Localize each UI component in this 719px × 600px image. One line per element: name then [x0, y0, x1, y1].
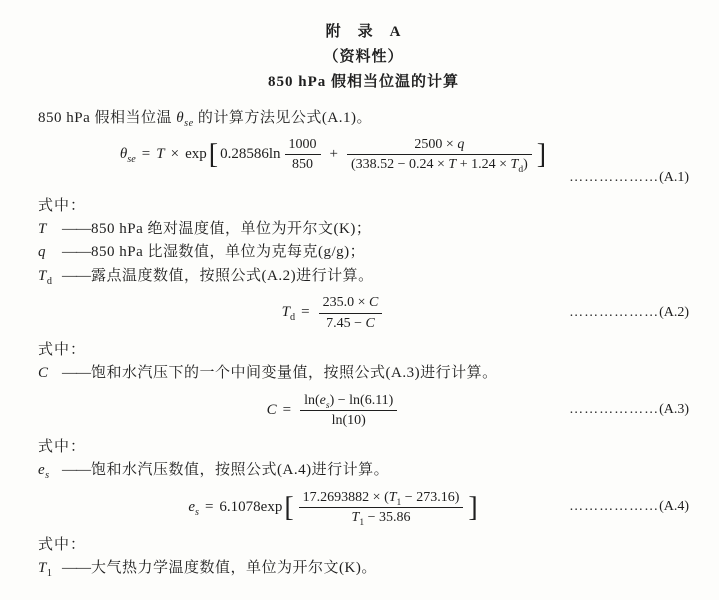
formula-a4-lhs: $e_s$ — [188, 498, 199, 518]
equals-sign: = — [301, 304, 310, 321]
where-item-es — [38, 459, 689, 483]
formula-a2-row — [38, 294, 689, 331]
formula-a4-row — [38, 489, 689, 529]
formula-a1-row — [38, 136, 689, 176]
intro-paragraph — [38, 107, 689, 130]
equals-sign: = — [204, 498, 214, 515]
equation-number: (A.3) — [659, 401, 689, 417]
where-heading: 式中： — [38, 197, 87, 214]
coefficient-exp: 6.1078exp — [219, 498, 283, 515]
fraction-saturation-vapor: $\frac{17.2693882 \times (T_1 - 273.16)}{T_1 - 35.86}$ — [299, 489, 464, 526]
appendix-title: 附 录 A — [325, 24, 402, 40]
symbol-q: q — [38, 244, 46, 261]
dotted-leader: ……………… — [569, 169, 660, 185]
dotted-leader: ……………… — [569, 304, 660, 320]
where-item-q — [38, 241, 689, 265]
equation-number: (A.4) — [659, 499, 689, 515]
dotted-leader: ……………… — [569, 499, 660, 515]
definition-text: 露点温度数值，按照公式(A.2)进行计算。 — [91, 267, 374, 284]
formula-a3-lhs: C — [266, 401, 277, 418]
formula-a2-lhs: $T_d$ — [281, 304, 296, 324]
equation-number: (A.2) — [659, 304, 689, 320]
definition-dash: —— — [62, 220, 90, 237]
open-bracket: [ — [284, 491, 294, 523]
where-block-3 — [38, 436, 689, 483]
where-item-T — [38, 218, 689, 242]
open-bracket: [ — [208, 138, 219, 170]
theta-se-symbol: $\theta_{se}$ — [176, 110, 194, 129]
definition-dash: —— — [62, 267, 90, 284]
formula-a3-row — [38, 392, 689, 429]
where-heading: 式中： — [38, 342, 87, 359]
exp-operator: exp — [185, 146, 207, 163]
symbol-T1: $T_1$ — [38, 559, 53, 579]
formula-a1 — [119, 136, 547, 176]
definition-text: 850 hPa 比湿数值，单位为克每克(g/g)； — [91, 244, 366, 261]
equals-sign: = — [282, 401, 292, 418]
where-block-4 — [38, 534, 689, 581]
formula-a2 — [282, 294, 386, 331]
where-block-1 — [38, 195, 689, 289]
fraction-1000-850: $\frac{1000}{850}$ — [285, 136, 321, 173]
variable-T: T — [156, 146, 165, 163]
equation-number: (A.1) — [659, 169, 689, 185]
definition-dash: —— — [62, 559, 90, 576]
formula-a3 — [267, 392, 401, 429]
fraction-dewpoint: $\frac{235.0 \times C}{7.45 - C}$ — [319, 294, 383, 331]
times-sign: × — [170, 146, 180, 163]
section-title: 850 hPa 假相当位温的计算 — [267, 74, 459, 90]
definition-dash: —— — [62, 462, 90, 479]
definition-dash: —— — [62, 365, 90, 382]
definition-text: 大气热力学温度数值，单位为开尔文(K)。 — [91, 559, 377, 576]
equation-label-a4 — [569, 499, 689, 515]
equals-sign: = — [141, 146, 151, 163]
equation-label-a2 — [569, 305, 689, 321]
fraction-moisture-term: $\frac{2500 \times q}{(338.52 - 0.24 \times T + 1.24 \times T_d)}$ — [347, 136, 532, 173]
equation-label-a3 — [569, 402, 689, 418]
symbol-es: $e_s$ — [38, 462, 50, 482]
dotted-leader: ……………… — [569, 401, 660, 417]
appendix-informative-subtitle: （资料性） — [323, 49, 404, 65]
definition-text: 饱和水汽压数值，按照公式(A.4)进行计算。 — [91, 462, 390, 479]
where-item-C — [38, 362, 689, 386]
formula-a1-lhs: $\theta_{se}$ — [119, 146, 136, 166]
intro-prefix: 850 hPa 假相当位温 — [38, 110, 177, 126]
fraction-log-term: $\frac{\ln(e_s) - \ln(6.11)}{\ln(10)}$ — [300, 392, 397, 429]
symbol-T: T — [38, 220, 47, 237]
coefficient-ln: 0.28586ln — [220, 146, 281, 163]
intro-suffix: 的计算方法见公式(A.1)。 — [193, 110, 372, 126]
symbol-C: C — [38, 365, 49, 382]
definition-text: 850 hPa 绝对温度值，单位为开尔文(K)； — [91, 220, 372, 237]
where-item-T1 — [38, 557, 689, 581]
close-bracket: ] — [468, 491, 478, 523]
where-block-2 — [38, 339, 689, 386]
definition-dash: —— — [62, 244, 90, 261]
plus-sign: + — [329, 146, 338, 163]
symbol-Td: $T_d$ — [38, 267, 53, 287]
where-heading: 式中： — [38, 536, 87, 553]
where-heading: 式中： — [38, 439, 87, 456]
close-bracket: ] — [536, 138, 547, 170]
where-item-Td — [38, 265, 689, 289]
definition-text: 饱和水汽压下的一个中间变量值，按照公式(A.3)进行计算。 — [91, 365, 498, 382]
formula-a4 — [188, 489, 478, 529]
